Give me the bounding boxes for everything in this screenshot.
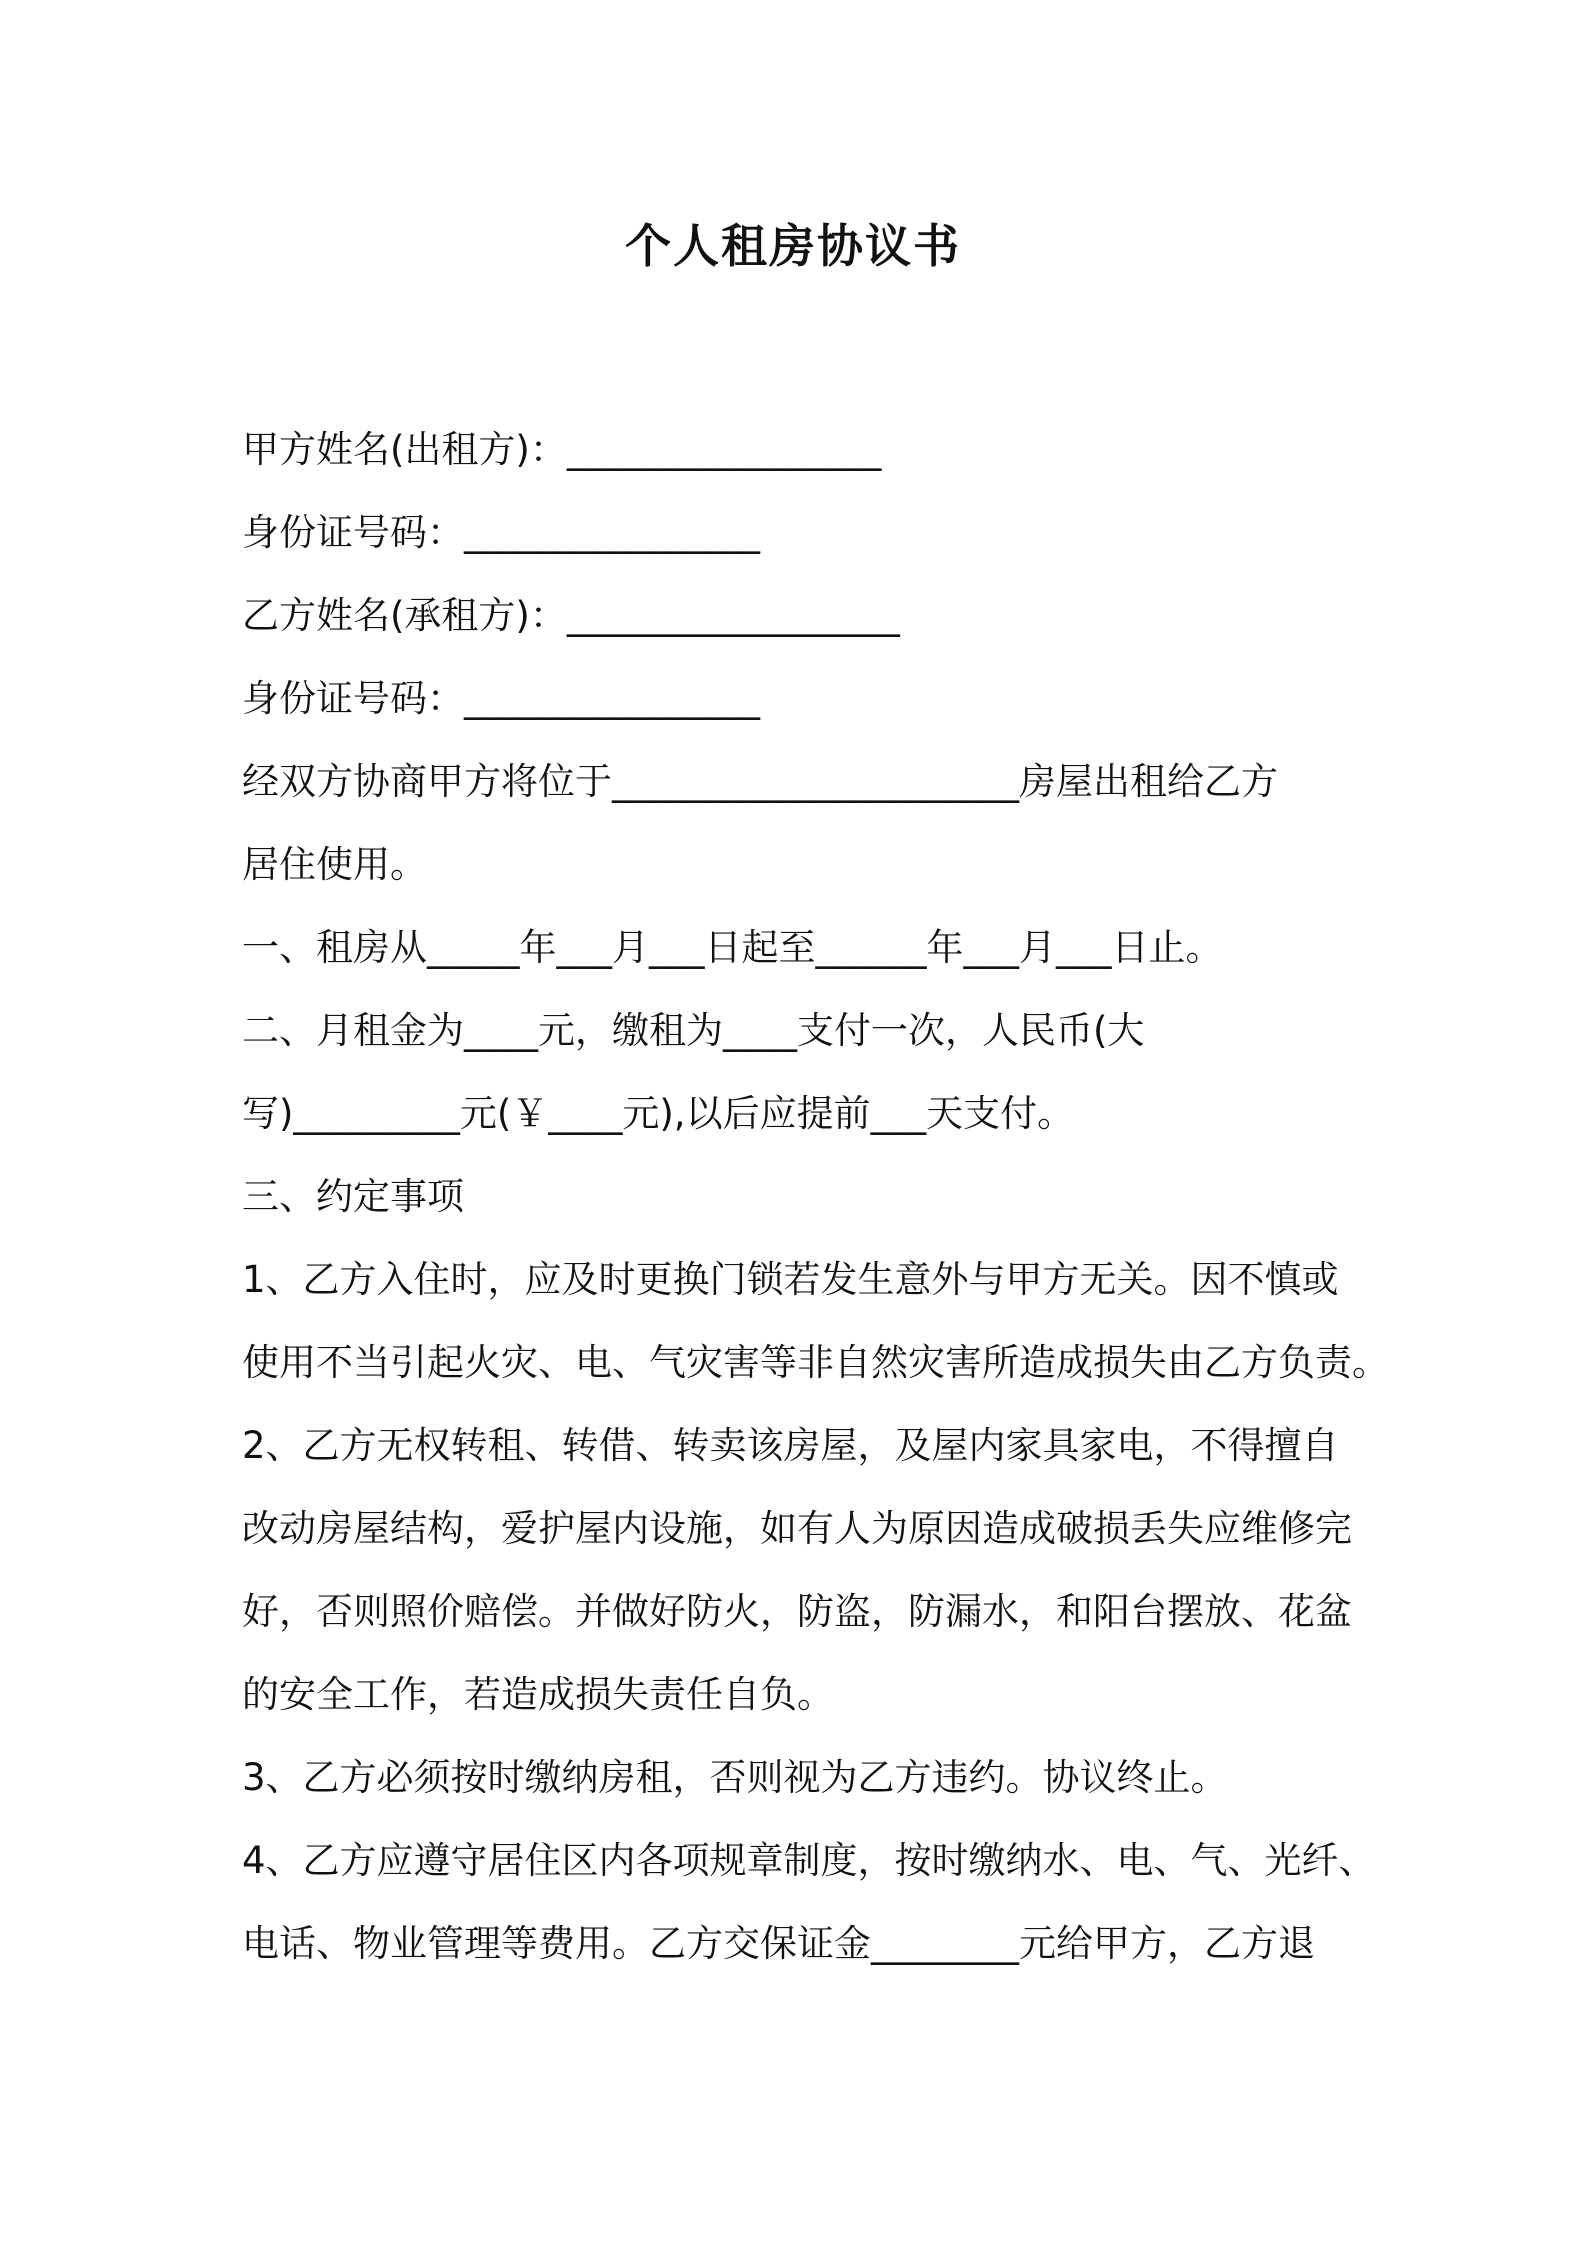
property-location-line: 经双方协商甲方将位于______________________房屋出租给乙方 xyxy=(242,760,1278,803)
clause-3-line: 3、乙方必须按时缴纳房租，否则视为乙方违约。协议终止。 xyxy=(242,1756,1228,1799)
lease-term-line: 一、租房从_____年___月___日起至______年___月___日止。 xyxy=(242,926,1223,969)
clause-2-line-3: 好，否则照价赔偿。并做好防火，防盗，防漏水，和阳台摆放、花盆 xyxy=(242,1590,1352,1633)
document-body xyxy=(242,408,1389,1985)
rent-line: 二、月租金为____元，缴租为____支付一次，人民币(大 xyxy=(242,1009,1145,1052)
lessee-name-line: 乙方姓名(承租方)：__________________ xyxy=(242,594,900,637)
clause-2-line-2: 改动房屋结构，爱护屋内设施，如有人为原因造成破损丢失应维修完 xyxy=(242,1507,1352,1550)
clause-4-line-2: 电话、物业管理等费用。乙方交保证金________元给甲方，乙方退 xyxy=(242,1922,1315,1965)
clause-2-line-1: 2、乙方无权转租、转借、转卖该房屋，及屋内家具家电，不得擅自 xyxy=(242,1424,1339,1467)
lessee-id-line: 身份证号码：________________ xyxy=(242,677,760,720)
clause-1-line-2: 使用不当引起火灾、电、气灾害等非自然灾害所造成损失由乙方负责。 xyxy=(242,1341,1389,1384)
clause-2-line-4: 的安全工作，若造成损失责任自负。 xyxy=(242,1673,834,1716)
terms-heading: 三、约定事项 xyxy=(242,1175,464,1218)
property-location-line-cont: 居住使用。 xyxy=(242,843,427,886)
rent-line-cont: 写)_________元(￥____元),以后应提前___天支付。 xyxy=(242,1092,1075,1135)
document-title: 个人租房协议书 xyxy=(625,219,961,273)
lessor-name-line: 甲方姓名(出租方)：_________________ xyxy=(242,428,882,471)
clause-1-line-1: 1、乙方入住时，应及时更换门锁若发生意外与甲方无关。因不慎或 xyxy=(242,1258,1339,1301)
clause-4-line-1: 4、乙方应遵守居住区内各项规章制度，按时缴纳水、电、气、光纤、 xyxy=(242,1839,1376,1882)
lessor-id-line: 身份证号码：________________ xyxy=(242,511,760,554)
